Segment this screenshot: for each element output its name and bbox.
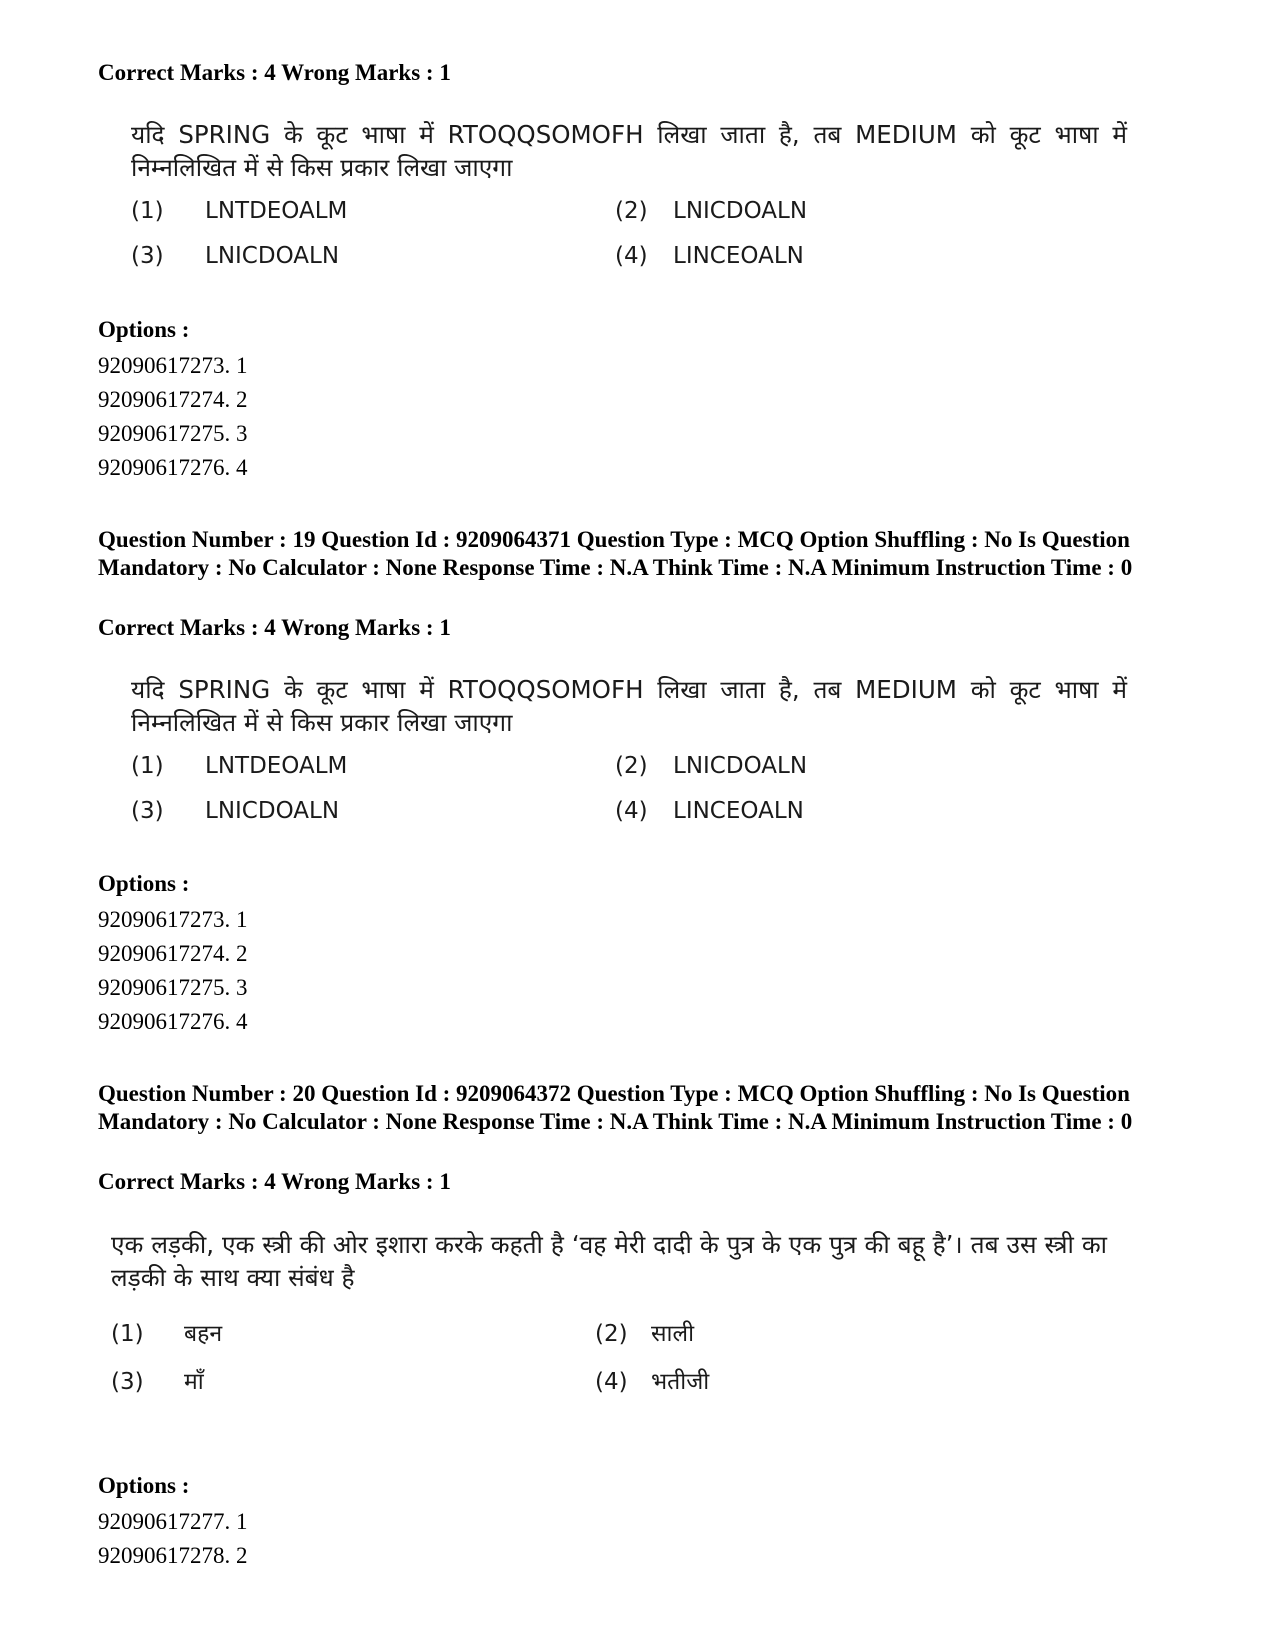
option-item: 92090617273. 1 <box>98 907 248 932</box>
option-item: 92090617277. 1 <box>98 1509 248 1534</box>
question-image-q18 <box>131 118 1127 288</box>
option-item: 92090617274. 2 <box>98 941 248 966</box>
options-heading-q18: Options : <box>98 317 190 342</box>
question-text-q20: एक लड़की, एक स्त्री की ओर इशारा करके कहती है ‘वह मेरी दादी के पुत्र के एक पुत्र की बहू है’। तब उस स्त्री का लड़की के साथ क्या संबंध है <box>111 1230 1107 1292</box>
question-header-q19: Question Number : 19 Question Id : 9209064371 Question Type : MCQ Option Shuffling : No Is Question Mandatory : No Calculator : None Response Time : N.A Think Time : N.A Minimum Instruction Time : 0 <box>98 527 1133 580</box>
question-image-q19 <box>131 673 1127 843</box>
choice-3: (3) LNICDOALN <box>131 243 340 269</box>
options-list-q18 <box>98 349 248 485</box>
choice-1: (1) बहन <box>111 1321 223 1347</box>
options-list-q19 <box>98 903 248 1039</box>
answer-choices-q20 <box>111 1316 1107 1411</box>
options-list-q20 <box>98 1505 248 1573</box>
correct-marks-line-q19: Correct Marks : 4 Wrong Marks : 1 <box>98 615 451 640</box>
choice-4: (4) भतीजी <box>595 1369 710 1395</box>
option-item: 92090617274. 2 <box>98 387 248 412</box>
question-text-q18: यदि SPRING के कूट भाषा में RTOQQSOMOFH लिखा जाता है, तब MEDIUM को कूट भाषा में निम्नलिखित में से किस प्रकार लिखा जाएगा <box>131 120 1127 182</box>
option-item: 92090617275. 3 <box>98 975 248 1000</box>
question-text-q19: यदि SPRING के कूट भाषा में RTOQQSOMOFH लिखा जाता है, तब MEDIUM को कूट भाषा में निम्नलिखित में से किस प्रकार लिखा जाएगा <box>131 675 1127 737</box>
choice-3: (3) LNICDOALN <box>131 798 340 824</box>
option-item: 92090617276. 4 <box>98 455 248 480</box>
options-heading-q20: Options : <box>98 1473 190 1498</box>
option-item: 92090617273. 1 <box>98 353 248 378</box>
option-item: 92090617278. 2 <box>98 1543 248 1568</box>
choice-2: (2) साली <box>595 1321 695 1347</box>
option-item: 92090617275. 3 <box>98 421 248 446</box>
choice-4: (4) LINCEOALN <box>615 243 804 269</box>
choice-4: (4) LINCEOALN <box>615 798 804 824</box>
correct-marks-line-q18: Correct Marks : 4 Wrong Marks : 1 <box>98 60 451 85</box>
choice-3: (3) माँ <box>111 1369 204 1395</box>
options-heading-q19: Options : <box>98 871 190 896</box>
choice-1: (1) LNTDEOALM <box>131 198 348 224</box>
choice-1: (1) LNTDEOALM <box>131 753 348 779</box>
choice-2: (2) LNICDOALN <box>615 198 808 224</box>
question-header-q20: Question Number : 20 Question Id : 9209064372 Question Type : MCQ Option Shuffling : No Is Question Mandatory : No Calculator : None Response Time : N.A Think Time : N.A Minimum Instruction Time : 0 <box>98 1081 1133 1134</box>
correct-marks-line-q20: Correct Marks : 4 Wrong Marks : 1 <box>98 1169 451 1194</box>
answer-choices-q19 <box>131 753 1127 843</box>
option-item: 92090617276. 4 <box>98 1009 248 1034</box>
answer-choices-q18 <box>131 198 1127 288</box>
question-image-q20 <box>111 1228 1107 1411</box>
choice-2: (2) LNICDOALN <box>615 753 808 779</box>
